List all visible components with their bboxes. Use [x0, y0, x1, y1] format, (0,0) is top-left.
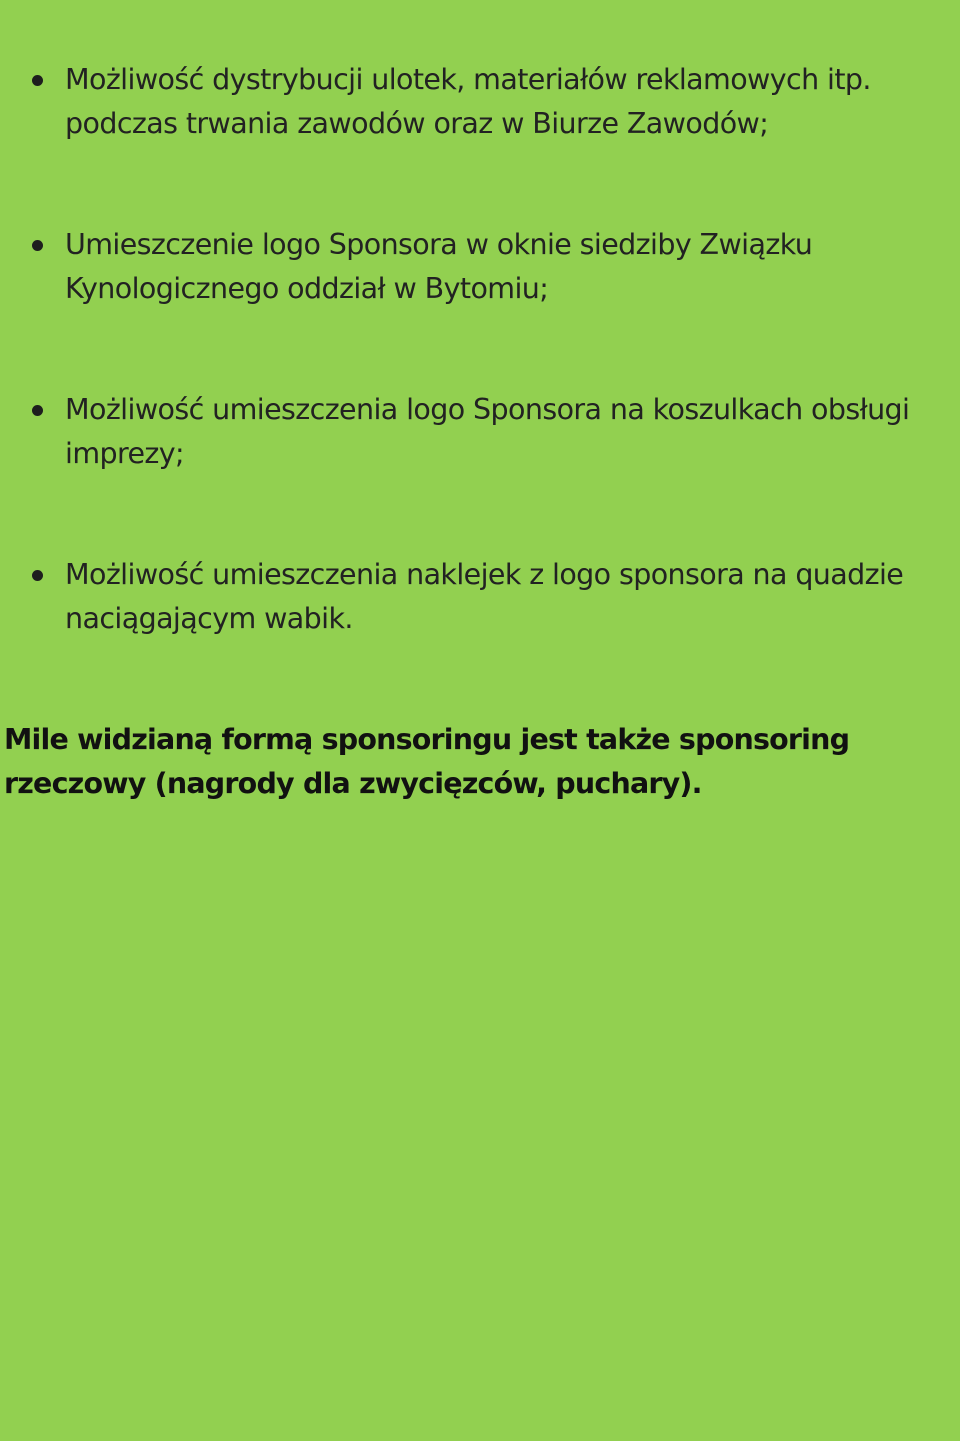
- list-item: [0, 553, 960, 641]
- sponsor-benefits-list: [0, 58, 960, 718]
- list-item: [0, 223, 960, 311]
- bullet-icon: [32, 240, 43, 251]
- list-item: [0, 388, 960, 476]
- bullet-icon: [32, 570, 43, 581]
- list-item-text: Możliwość umieszczenia naklejek z logo sponsora na quadzie naciągającym wabik.: [65, 558, 904, 635]
- list-item: [0, 58, 960, 146]
- list-item-text: Możliwość dystrybucji ulotek, materiałów reklamowych itp. podczas trwania zawodów oraz w Biurze Zawodów;: [65, 63, 871, 140]
- bullet-icon: [32, 405, 43, 416]
- closing-statement: Mile widzianą formą sponsoringu jest także sponsoring rzeczowy (nagrody dla zwycięzców, puchary).: [4, 723, 850, 800]
- bullet-icon: [32, 75, 43, 86]
- list-item-text: Możliwość umieszczenia logo Sponsora na koszulkach obsługi imprezy;: [65, 393, 910, 470]
- list-item-text: Umieszczenie logo Sponsora w oknie siedziby Związku Kynologicznego oddział w Bytomiu;: [65, 228, 813, 305]
